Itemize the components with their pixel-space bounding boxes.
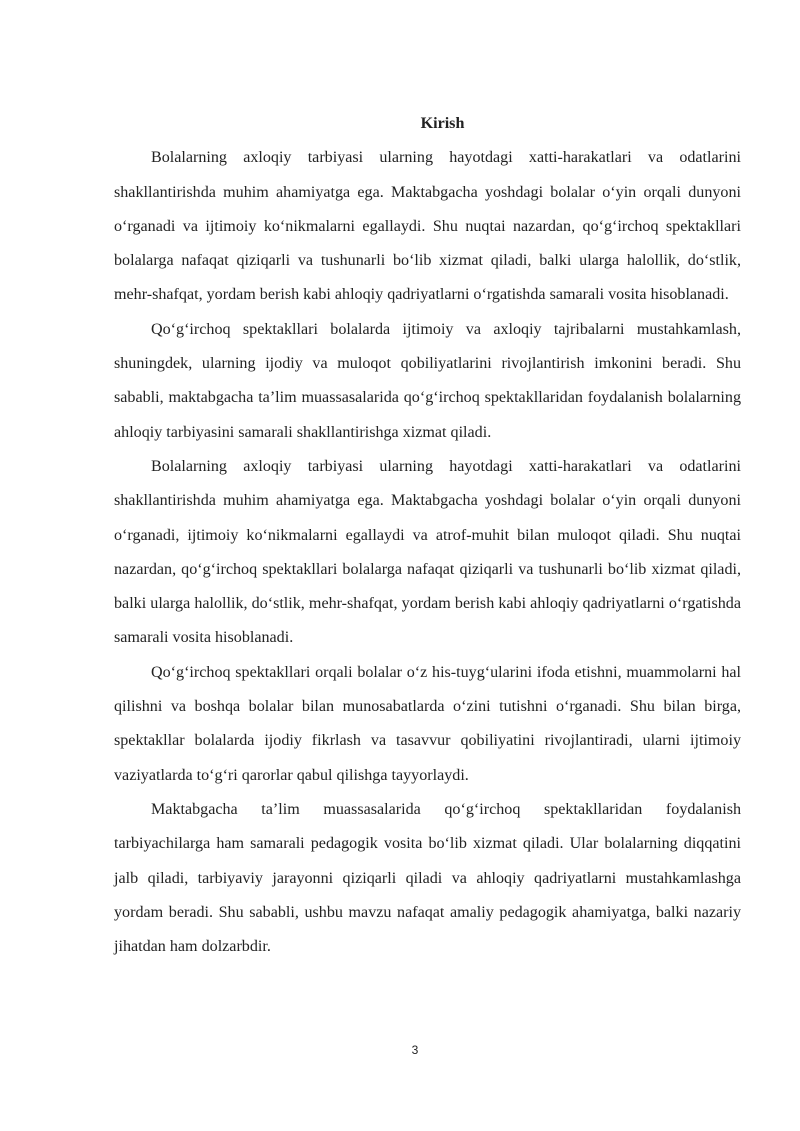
page-content (114, 107, 741, 964)
paragraph-2: Qo‘g‘irchoq spektakllari bolalarda ijtimoiy va axloqiy tajribalarni mustahkamlash, shuningdek, ularning ijodiy va muloqot qobiliyatlarini rivojlantirish imkonini beradi. Shu sababli, maktabgacha ta’lim muassasalarida qo‘g‘irchoq spektakllaridan foydalanish bolalarning ahloqiy tarbiyasini samarali shakllantirishga xizmat qiladi. (114, 320, 741, 441)
paragraph-3: Bolalarning axloqiy tarbiyasi ularning hayotdagi xatti-harakatlari va odatlarini shakllantirishda muhim ahamiyatga ega. Maktabgacha yoshdagi bolalar o‘yin orqali dunyoni o‘rganadi, ijtimoiy ko‘nikmalarni egallaydi va atrof-muhit bilan muloqot qiladi. Shu nuqtai nazardan, qo‘g‘irchoq spektakllari bolalarga nafaqat qiziqarli va tushunarli bo‘lib xizmat qiladi, balki ularga halollik, do‘stlik, mehr-shafqat, yordam berish kabi ahloqiy qadriyatlarni o‘rgatishda samarali vosita hisoblanadi. (114, 457, 741, 647)
paragraph-5: Maktabgacha ta’lim muassasalarida qo‘g‘irchoq spektakllaridan foydalanish tarbiyachilarga ham samarali pedagogik vosita bo‘lib xizmat qiladi. Ular bolalarning diqqatini jalb qiladi, tarbiyaviy jarayonni qiziqarli qiladi va ahloqiy qadriyatlarni mustahkamlashga yordam beradi. Shu sababli, ushbu mavzu nafaqat amaliy pedagogik ahamiyatga, balki nazariy jihatdan ham dolzarbdir. (114, 800, 741, 956)
paragraph-4: Qo‘g‘irchoq spektakllari orqali bolalar o‘z his-tuyg‘ularini ifoda etishni, muammolarni hal qilishni va boshqa bolalar bilan munosabatlarda o‘zini tutishni o‘rganadi. Shu bilan birga, spektakllar bolalarda ijodiy fikrlash va tasavvur qobiliyatini rivojlantiradi, ularni ijtimoiy vaziyatlarda to‘g‘ri qarorlar qabul qilishga tayyorlaydi. (114, 663, 741, 784)
page-number: 3 (411, 1043, 419, 1057)
paragraph-1: Bolalarning axloqiy tarbiyasi ularning hayotdagi xatti-harakatlari va odatlarini shakllantirishda muhim ahamiyatga ega. Maktabgacha yoshdagi bolalar o‘yin orqali dunyoni o‘rganadi va ijtimoiy ko‘nikmalarni egallaydi. Shu nuqtai nazardan, qo‘g‘irchoq spektakllari bolalarga nafaqat qiziqarli va tushunarli bo‘lib xizmat qiladi, balki ularga halollik, do‘stlik, mehr-shafqat, yordam berish kabi ahloqiy qadriyatlarni o‘rgatishda samarali vosita hisoblanadi. (114, 149, 741, 304)
section-title: Kirish (420, 115, 465, 132)
